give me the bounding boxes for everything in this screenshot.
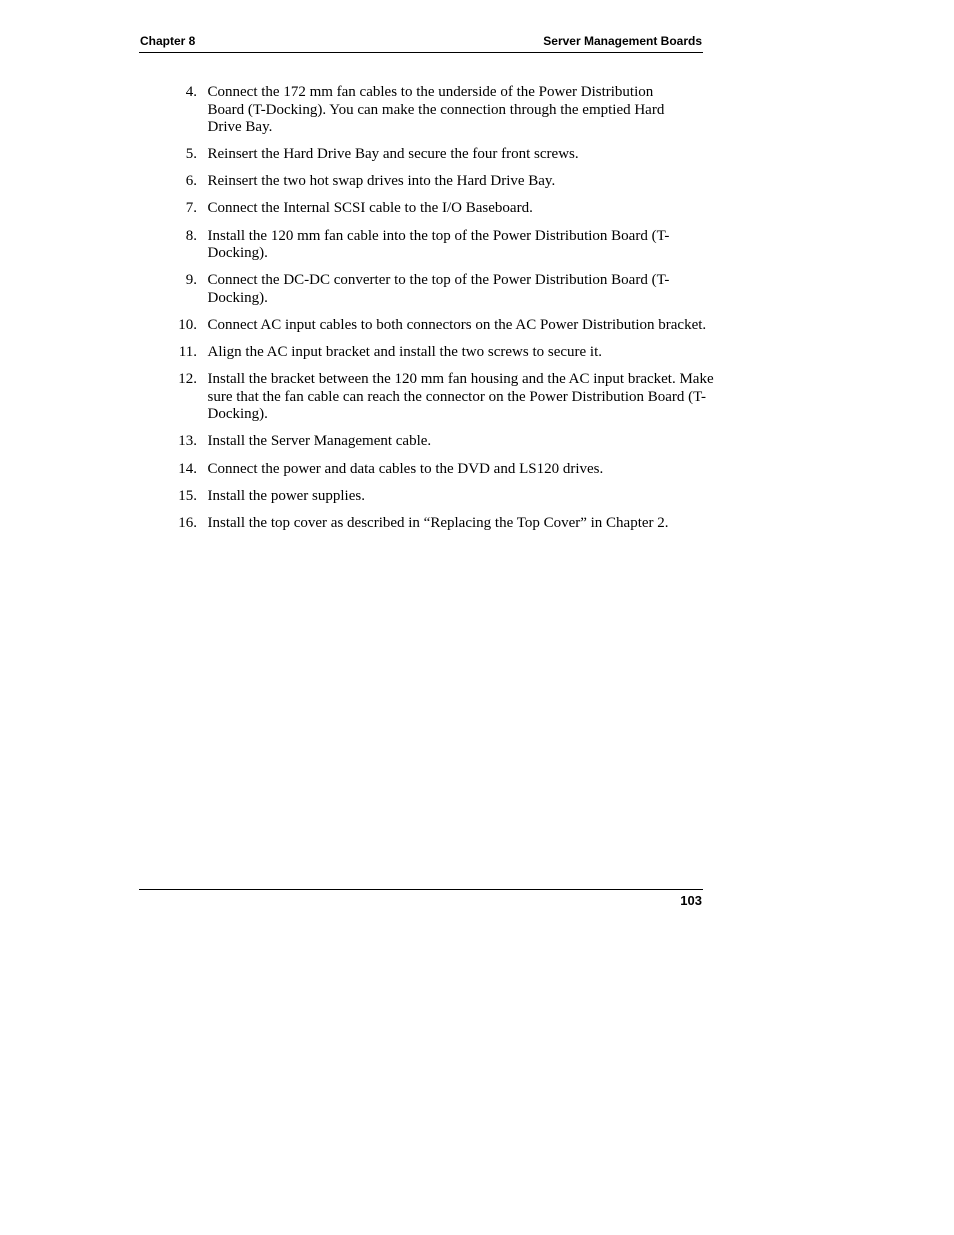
section-title: Server Management Boards (543, 34, 702, 48)
step-number: 10. (178, 316, 197, 333)
step-text: Connect the power and data cables to the DVD and LS120 drives. (207, 460, 604, 477)
step-number: 13. (178, 433, 197, 450)
step-number: 6. (185, 173, 197, 190)
step-text: Install the power supplies. (207, 487, 365, 504)
list-item (170, 146, 690, 164)
list-item (170, 515, 678, 533)
list-item (170, 488, 690, 506)
step-number: 5. (185, 146, 197, 163)
list-item (170, 371, 723, 424)
step-number: 12. (178, 371, 197, 388)
step-text: Install the bracket between the 120 mm fan housing and the AC input bracket. Make sure that the fan cable can reach the connector on the Power Distribution Board (T-Docking). (207, 371, 714, 423)
procedure-steps (170, 84, 714, 542)
step-text: Reinsert the two hot swap drives into the Hard Drive Bay. (207, 173, 556, 190)
list-item (170, 461, 690, 479)
step-text: Reinsert the Hard Drive Bay and secure the four front screws. (207, 146, 579, 163)
chapter-label: Chapter 8 (140, 34, 196, 48)
step-number: 11. (178, 344, 197, 361)
list-item (170, 272, 678, 307)
step-text: Install the 120 mm fan cable into the top of the Power Distribution Board (T-Docking). (207, 227, 670, 262)
list-item (170, 344, 690, 362)
list-item (170, 228, 678, 263)
step-number: 15. (178, 487, 197, 504)
list-item (170, 200, 690, 218)
step-text: Install the Server Management cable. (207, 433, 432, 450)
step-text: Connect the Internal SCSI cable to the I/O Baseboard. (207, 200, 533, 217)
list-item (170, 317, 718, 335)
step-number: 4. (185, 84, 197, 100)
page-footer (139, 889, 703, 908)
step-number: 8. (185, 227, 197, 244)
step-number: 14. (178, 460, 197, 477)
step-number: 16. (178, 514, 197, 531)
page-header (139, 34, 703, 53)
step-text: Connect the 172 mm fan cables to the underside of the Power Distribution Board (T-Docking). You can make the connection through the emptied Hard Drive Bay. (207, 84, 665, 136)
step-number: 7. (185, 200, 197, 217)
step-text: Align the AC input bracket and install the two screws to secure it. (207, 344, 602, 361)
page-number: 103 (680, 893, 702, 908)
list-item (170, 173, 690, 191)
list-item (170, 433, 690, 451)
step-number: 9. (185, 272, 197, 289)
list-item (170, 84, 678, 137)
step-text: Install the top cover as described in “Replacing the Top Cover” in Chapter 2. (207, 514, 669, 531)
step-text: Connect the DC-DC converter to the top of the Power Distribution Board (T-Docking). (207, 272, 670, 306)
step-text: Connect AC input cables to both connectors on the AC Power Distribution bracket. (207, 316, 707, 333)
